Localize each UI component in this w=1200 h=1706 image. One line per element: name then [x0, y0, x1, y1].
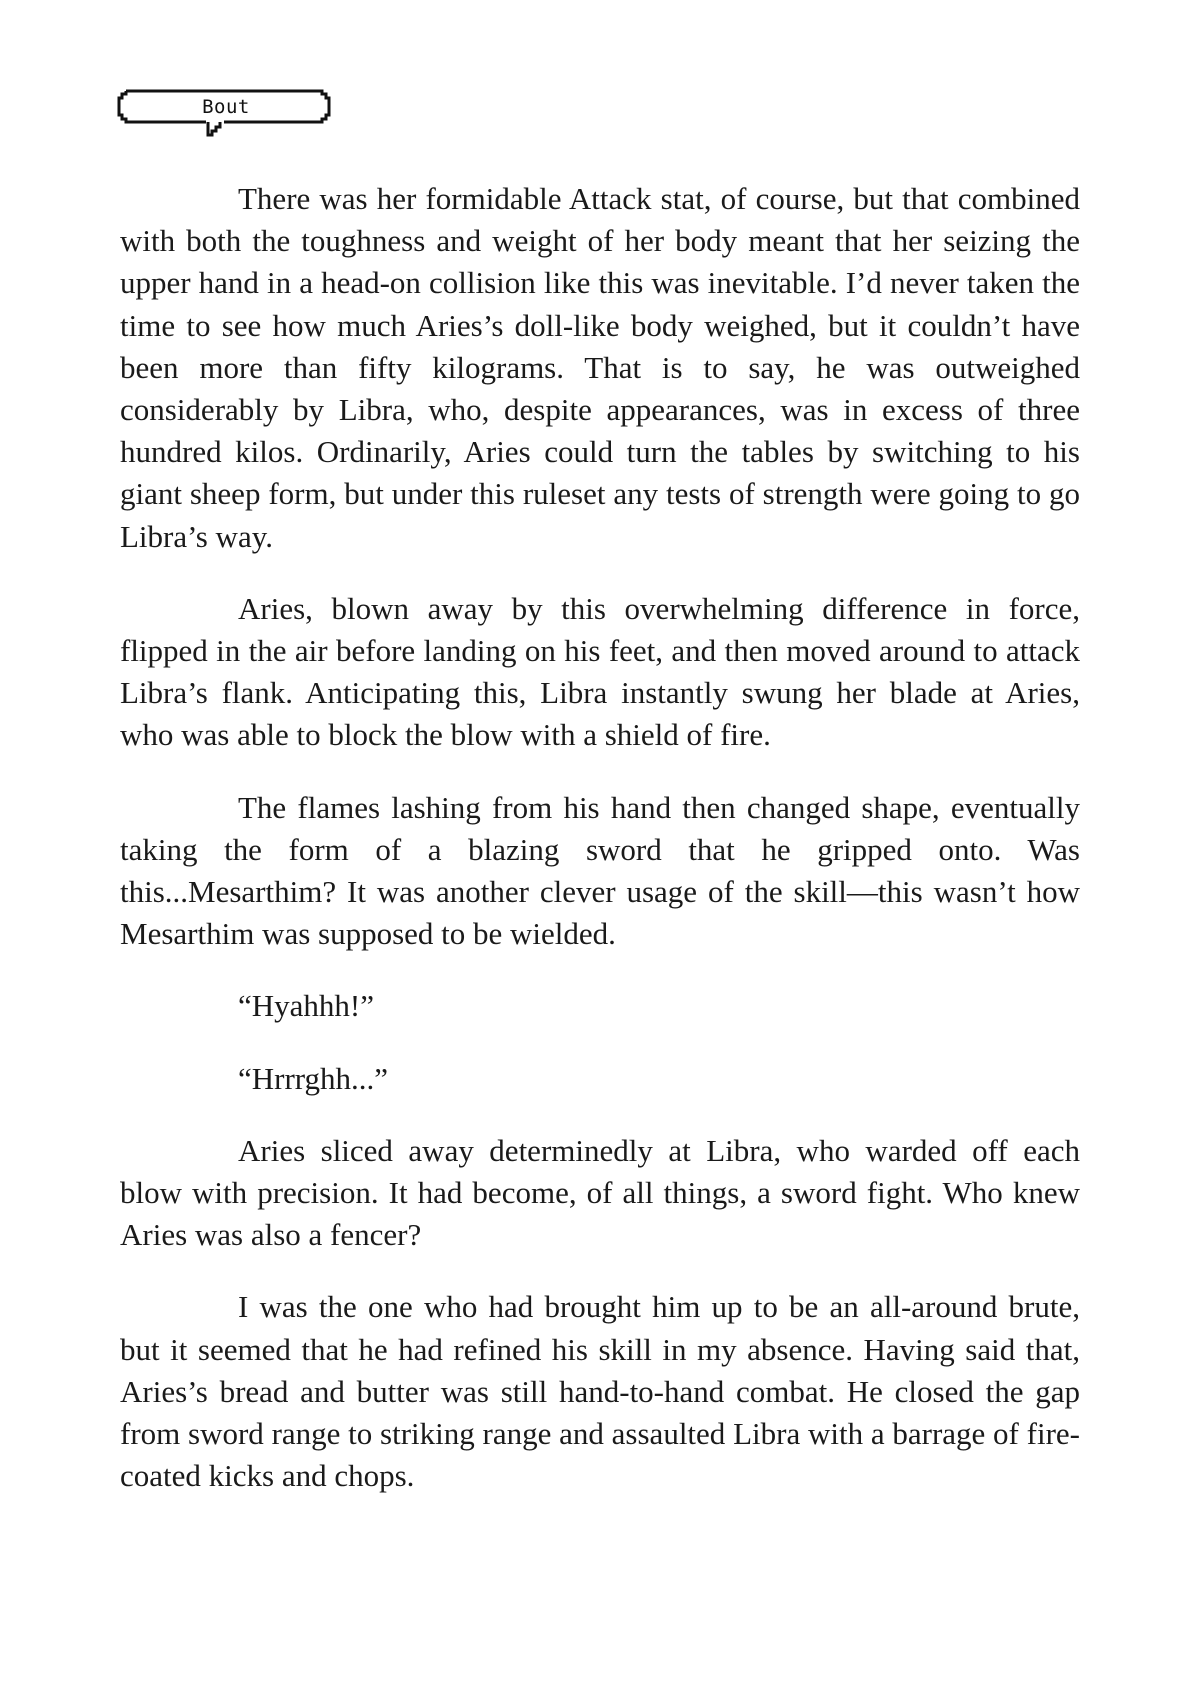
paragraph: There was her formidable Attack stat, of course, but that combined with both the toughness and weight of her body meant that her seizing the upper hand in a head-on collision like this was inevitable. I’d never taken the time to see how much Aries’s doll-like body weighed, but it couldn’t have been more than fifty kilograms. That is to say, he was outweighed considerably by Libra, who, despite appearances, was in excess of three hundred kilos. Ordinarily, Aries could turn the tables by switching to his giant sheep form, but under this ruleset any tests of strength were going to go Libra’s way.	[120, 181, 1080, 554]
dialogue-line: “Hyahhh!”	[238, 988, 374, 1024]
chapter-title: Bout	[202, 96, 250, 118]
page-body	[120, 178, 1080, 1527]
paragraph: I was the one who had brought him up to be an all-around brute, but it seemed that he had refined his skill in my absence. Having said that, Aries’s bread and butter was still hand-to-hand combat. He closed the gap from sword range to striking range and assaulted Libra with a barrage of fire-coated kicks and chops.	[120, 1289, 1080, 1494]
chapter-header-tag	[116, 89, 336, 141]
paragraph: Aries, blown away by this overwhelming difference in force, flipped in the air before landing on his feet, and then moved around to attack Libra’s flank. Anticipating this, Libra instantly swung her blade at Aries, who was able to block the blow with a shield of fire.	[120, 590, 1080, 753]
dialogue-line: “Hrrrghh...”	[238, 1060, 389, 1096]
paragraph: The flames lashing from his hand then changed shape, eventually taking the form of a blazing sword that he gripped onto. Was this...Mesarthim? It was another clever usage of the skill—this wasn’t how Mesarthim was supposed to be wielded.	[120, 789, 1080, 952]
paragraph: Aries sliced away determinedly at Libra, who warded off each blow with precision. It had become, of all things, a sword fight. Who knew Aries was also a fencer?	[120, 1132, 1080, 1253]
